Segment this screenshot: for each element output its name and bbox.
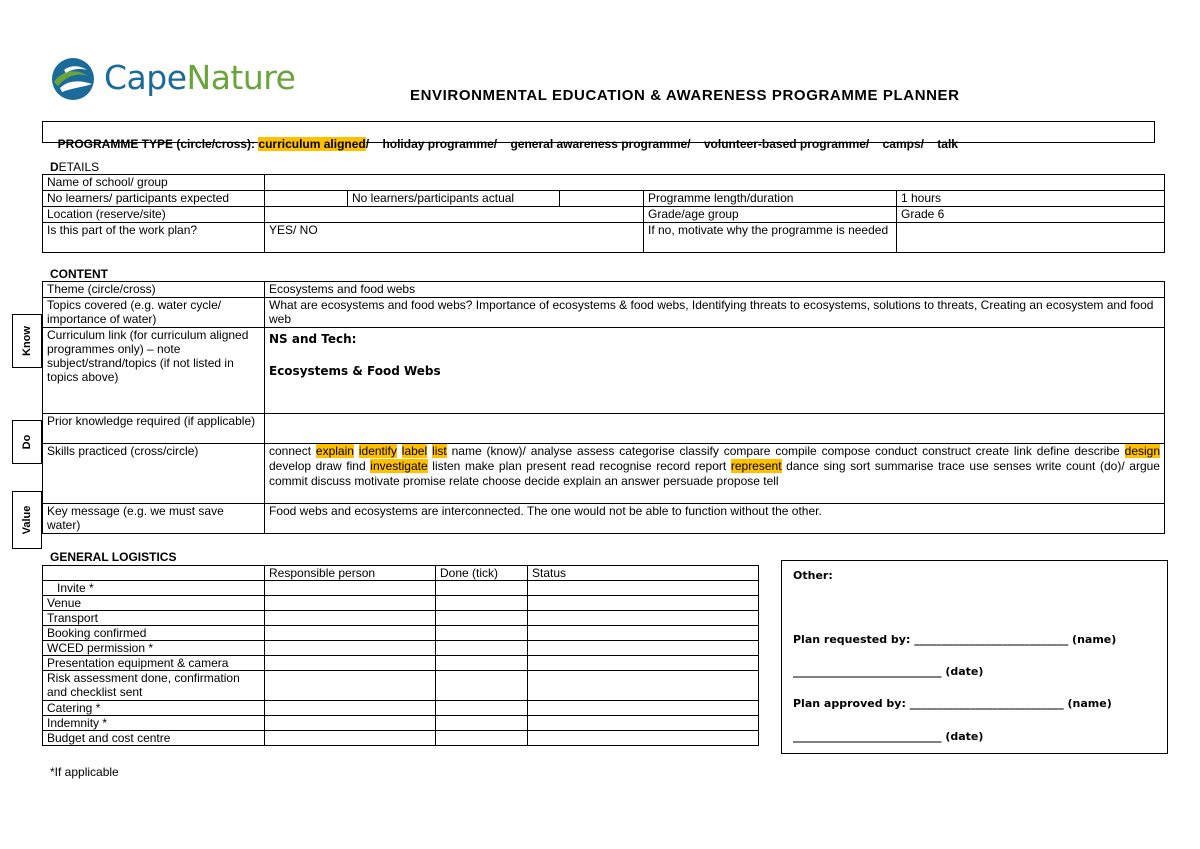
workplan-value[interactable]: YES/ NO	[265, 223, 644, 253]
grade-value[interactable]: Grade 6	[897, 207, 1165, 223]
school-label: Name of school/ group	[43, 175, 265, 191]
programme-type-options[interactable]: holiday programme/ general awareness programme/ volunteer-based programme/ camps/ talk	[382, 137, 958, 151]
location-value[interactable]	[265, 207, 644, 223]
actual-value[interactable]	[560, 191, 644, 207]
table-row: WCED permission *	[43, 641, 759, 656]
skills-label: Skills practiced (cross/circle)	[43, 444, 265, 504]
table-row: Indemnity *	[43, 716, 759, 731]
logo-word-cape: Cape	[104, 58, 187, 97]
school-value[interactable]	[265, 175, 1165, 191]
curriculum-label: Curriculum link (for curriculum aligned programmes only) – note subject/strand/topics (if not listed in topics above)	[43, 328, 265, 414]
topics-label: Topics covered (e.g. water cycle/ importance of water)	[43, 298, 265, 328]
prior-value[interactable]	[265, 414, 1165, 444]
logistics-col-responsible: Responsible person	[265, 566, 436, 581]
skill-identify[interactable]: identify	[358, 444, 397, 458]
curriculum-line-1: NS and Tech:	[269, 332, 357, 346]
table-row: Presentation equipment & camera	[43, 656, 759, 671]
curriculum-line-2: Ecosystems & Food Webs	[269, 364, 441, 378]
logistics-col-status: Status	[528, 566, 759, 581]
motivate-label: If no, motivate why the programme is needed	[644, 223, 897, 253]
skill-explain[interactable]: explain	[315, 444, 354, 458]
side-label-know: Know	[12, 314, 42, 368]
grade-label: Grade/age group	[644, 207, 897, 223]
table-row: Catering *	[43, 701, 759, 716]
motivate-value[interactable]	[897, 223, 1165, 253]
table-row: Budget and cost centre	[43, 731, 759, 746]
curriculum-value[interactable]	[265, 328, 1165, 414]
table-row: Risk assessment done, confirmation and checklist sent	[43, 671, 759, 701]
expected-value[interactable]	[265, 191, 348, 207]
requested-date-line[interactable]: ___________________________ (date)	[793, 665, 984, 678]
logistics-col-item	[43, 566, 265, 581]
page-title: ENVIRONMENTAL EDUCATION & AWARENESS PROGRAMME PLANNER	[410, 87, 960, 104]
topics-value[interactable]: What are ecosystems and food webs? Importance of ecosystems & food webs, Identifying threats to ecosystems, solutions to threats, Creating an ecosystem and food web	[265, 298, 1165, 328]
skill-investigate[interactable]: investigate	[370, 459, 428, 473]
table-row: Venue	[43, 596, 759, 611]
theme-label: Theme (circle/cross)	[43, 282, 265, 298]
skill-represent[interactable]: represent	[730, 459, 782, 473]
programme-type-selected[interactable]: curriculum aligned	[258, 137, 366, 151]
footnote: *If applicable	[50, 765, 119, 779]
logistics-table	[42, 565, 759, 746]
skill-design[interactable]: design	[1124, 444, 1161, 458]
prior-label: Prior knowledge required (if applicable)	[43, 414, 265, 444]
approved-date-line[interactable]: ___________________________ (date)	[793, 730, 984, 743]
table-row: Booking confirmed	[43, 626, 759, 641]
length-value[interactable]: 1 hours	[897, 191, 1165, 207]
programme-type-label: PROGRAMME TYPE (circle/cross):	[57, 137, 259, 151]
logistics-heading: GENERAL LOGISTICS	[50, 550, 177, 564]
location-label: Location (reserve/site)	[43, 207, 265, 223]
approved-line[interactable]: Plan approved by: ____________________________ (name)	[793, 697, 1112, 710]
other-box	[781, 560, 1168, 754]
side-label-do: Do	[12, 420, 42, 464]
workplan-label: Is this part of the work plan?	[43, 223, 265, 253]
table-row: Transport	[43, 611, 759, 626]
programme-type-box	[42, 121, 1155, 151]
actual-label: No learners/participants actual	[348, 191, 560, 207]
details-heading: DETAILS	[50, 160, 100, 174]
content-heading: CONTENT	[50, 267, 108, 281]
length-label: Programme length/duration	[644, 191, 897, 207]
table-row: Invite *	[43, 581, 759, 596]
capenature-swirl-icon	[50, 56, 98, 102]
logo-word-nature: Nature	[186, 58, 296, 97]
expected-label: No learners/ participants expected	[43, 191, 265, 207]
key-message-label: Key message (e.g. we must save water)	[43, 504, 265, 534]
logo	[50, 56, 300, 102]
other-label: Other:	[793, 569, 833, 582]
key-message-value[interactable]: Food webs and ecosystems are interconnected. The one would not be able to function without the other.	[265, 504, 1165, 534]
requested-line[interactable]: Plan requested by: ____________________________ (name)	[793, 633, 1117, 646]
programme-type-slash: /	[365, 137, 370, 151]
skill-label[interactable]: label	[401, 444, 428, 458]
skills-value[interactable]: connect explain identify label list name (know)/ analyse assess categorise classify compare compile compose conduct construct create link define describe design develop draw find investigate listen make plan present read recognise record report represent dance sing sort summarise trace use senses write count (do)/ argue commit discuss motivate promise relate choose decide explain an answer persuade propose tell	[265, 444, 1165, 504]
side-label-value: Value	[12, 491, 42, 549]
content-table	[42, 281, 1165, 534]
logo-wordmark	[104, 58, 295, 97]
skill-list[interactable]: list	[432, 444, 447, 458]
logistics-col-done: Done (tick)	[436, 566, 528, 581]
theme-value[interactable]: Ecosystems and food webs	[265, 282, 1165, 298]
details-table	[42, 174, 1165, 253]
